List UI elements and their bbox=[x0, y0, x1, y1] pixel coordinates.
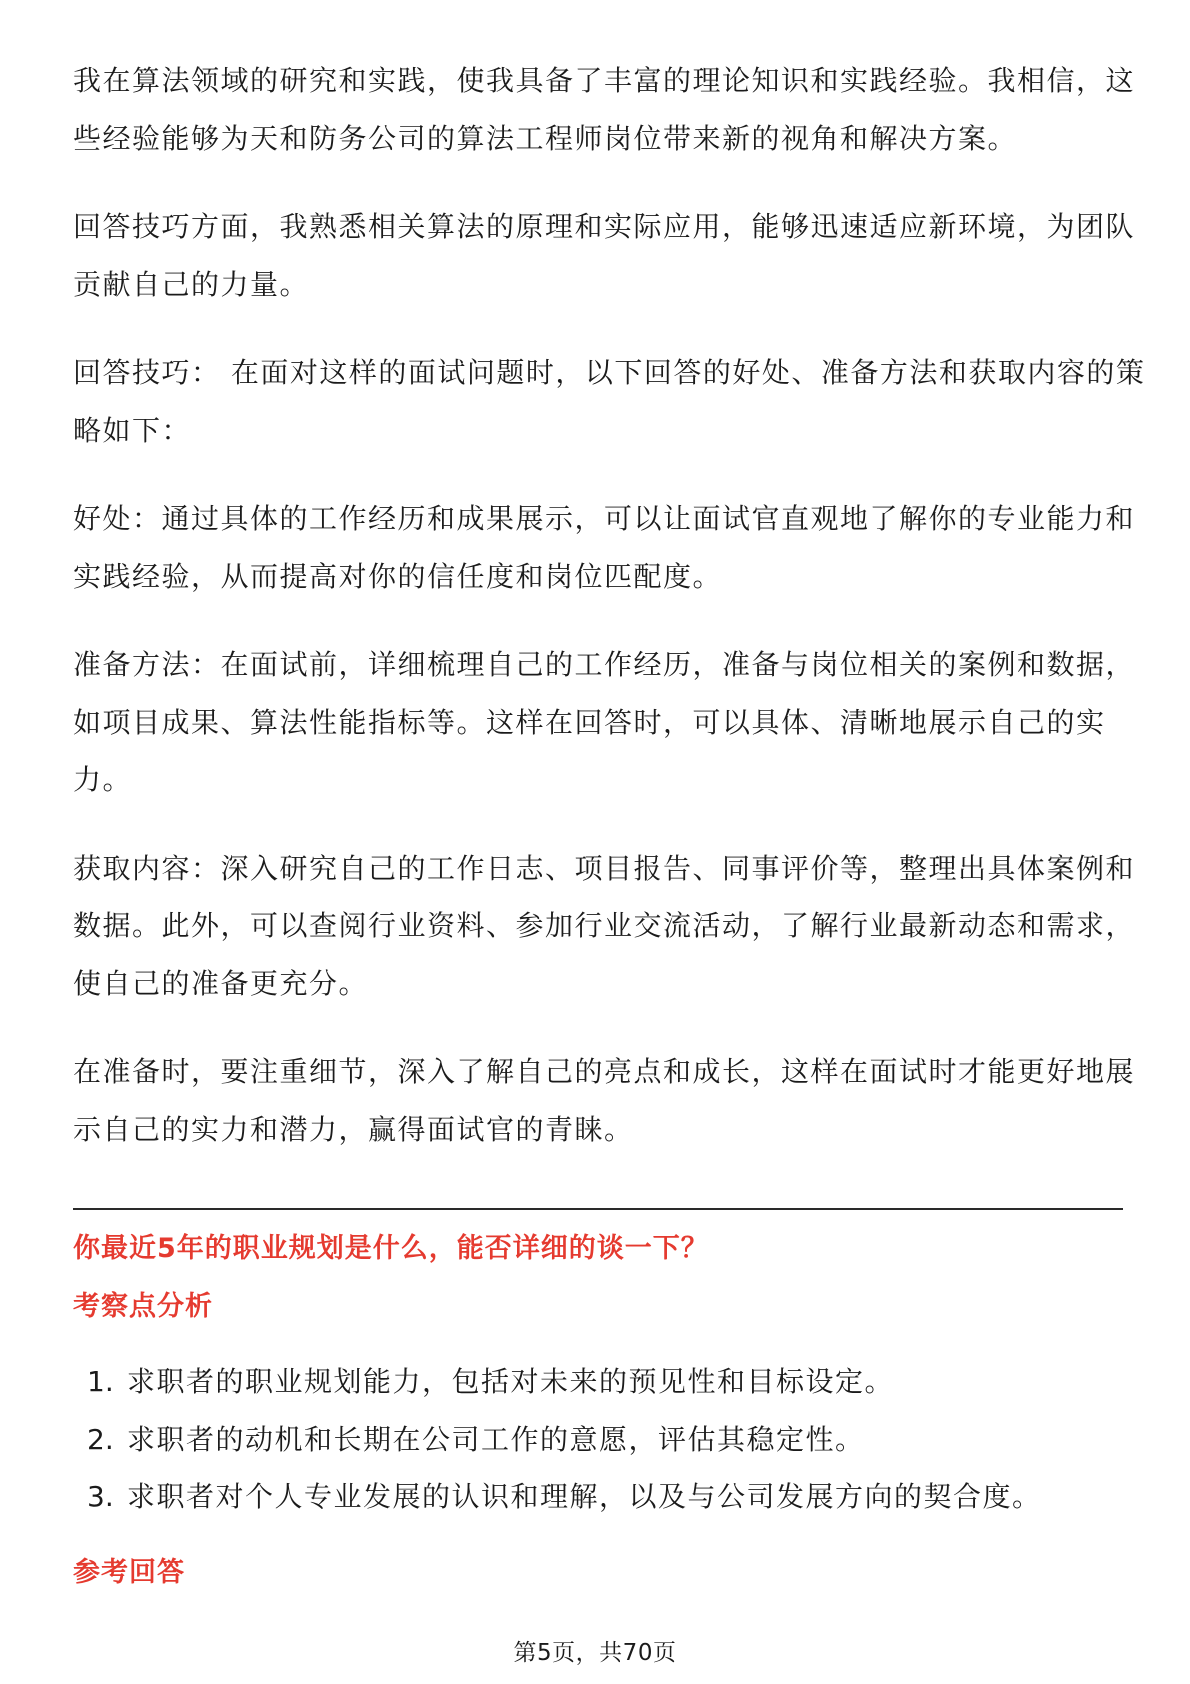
list-item bbox=[73, 1411, 1153, 1469]
paragraph-line: 使自己的准备更充分。 bbox=[73, 966, 369, 1000]
list-item-number: 1. bbox=[87, 1365, 114, 1398]
paragraph-line: 些经验能够为天和防务公司的算法工程师岗位带来新的视角和解决方案。 bbox=[73, 121, 1018, 155]
paragraph-line: 如项目成果、算法性能指标等。这样在回答时，可以具体、清晰地展示自己的实 bbox=[73, 705, 1106, 739]
paragraph-content-gathering bbox=[73, 840, 1153, 1013]
paragraph-line: 我在算法领域的研究和实践，使我具备了丰富的理论知识和实践经验。我相信，这 bbox=[73, 64, 1136, 97]
list-item-number: 3. bbox=[87, 1480, 114, 1513]
page-number: 第5页，共70页 bbox=[513, 1640, 677, 1666]
list-item bbox=[73, 1468, 1153, 1526]
paragraph-line: 回答技巧方面，我熟悉相关算法的原理和实际应用，能够迅速适应新环境，为团队 bbox=[73, 210, 1136, 243]
paragraph-line: 数据。此外，可以查阅行业资料、参加行业交流活动，了解行业最新动态和需求， bbox=[73, 909, 1136, 942]
paragraph-experience bbox=[73, 52, 1153, 167]
paragraph-benefits bbox=[73, 490, 1153, 605]
paragraph-line: 示自己的实力和潜力，赢得面试官的青睐。 bbox=[73, 1112, 634, 1146]
paragraph-answer-tips bbox=[73, 344, 1153, 459]
paragraph-line: 获取内容：深入研究自己的工作日志、项目报告、同事评价等，整理出具体案例和 bbox=[73, 851, 1136, 885]
analysis-list bbox=[73, 1353, 1153, 1526]
list-item-text: 求职者的动机和长期在公司工作的意愿，评估其稳定性。 bbox=[127, 1422, 865, 1456]
paragraph-conclusion bbox=[73, 1043, 1153, 1158]
paragraph-line: 准备方法：在面试前，详细梳理自己的工作经历，准备与岗位相关的案例和数据， bbox=[73, 648, 1136, 681]
list-item-text: 求职者的职业规划能力，包括对未来的预见性和目标设定。 bbox=[127, 1365, 895, 1398]
paragraph-preparation bbox=[73, 636, 1153, 809]
paragraph-line: 回答技巧： 在面对这样的面试问题时，以下回答的好处、准备方法和获取内容的策 bbox=[73, 356, 1146, 389]
paragraph-line: 在准备时，要注重细节，深入了解自己的亮点和成长，这样在面试时才能更好地展 bbox=[73, 1055, 1136, 1088]
reference-answer-heading: 参考回答 bbox=[73, 1556, 185, 1588]
paragraph-line: 力。 bbox=[73, 763, 133, 796]
question-heading: 你最近5年的职业规划是什么，能否详细的谈一下？ bbox=[73, 1233, 709, 1264]
list-item-number: 2. bbox=[87, 1422, 114, 1456]
paragraph-answer-skill bbox=[73, 198, 1153, 313]
paragraph-line: 好处：通过具体的工作经历和成果展示，可以让面试官直观地了解你的专业能力和 bbox=[73, 502, 1136, 535]
paragraph-line: 实践经验，从而提高对你的信任度和岗位匹配度。 bbox=[73, 559, 723, 593]
paragraph-line: 略如下： bbox=[73, 413, 192, 447]
list-item-text: 求职者对个人专业发展的认识和理解，以及与公司发展方向的契合度。 bbox=[127, 1480, 1042, 1513]
analysis-heading: 考察点分析 bbox=[73, 1290, 213, 1322]
list-item bbox=[73, 1353, 1153, 1411]
paragraph-line: 贡献自己的力量。 bbox=[73, 267, 310, 301]
document-body bbox=[73, 52, 1153, 1601]
section-divider bbox=[73, 1208, 1123, 1210]
